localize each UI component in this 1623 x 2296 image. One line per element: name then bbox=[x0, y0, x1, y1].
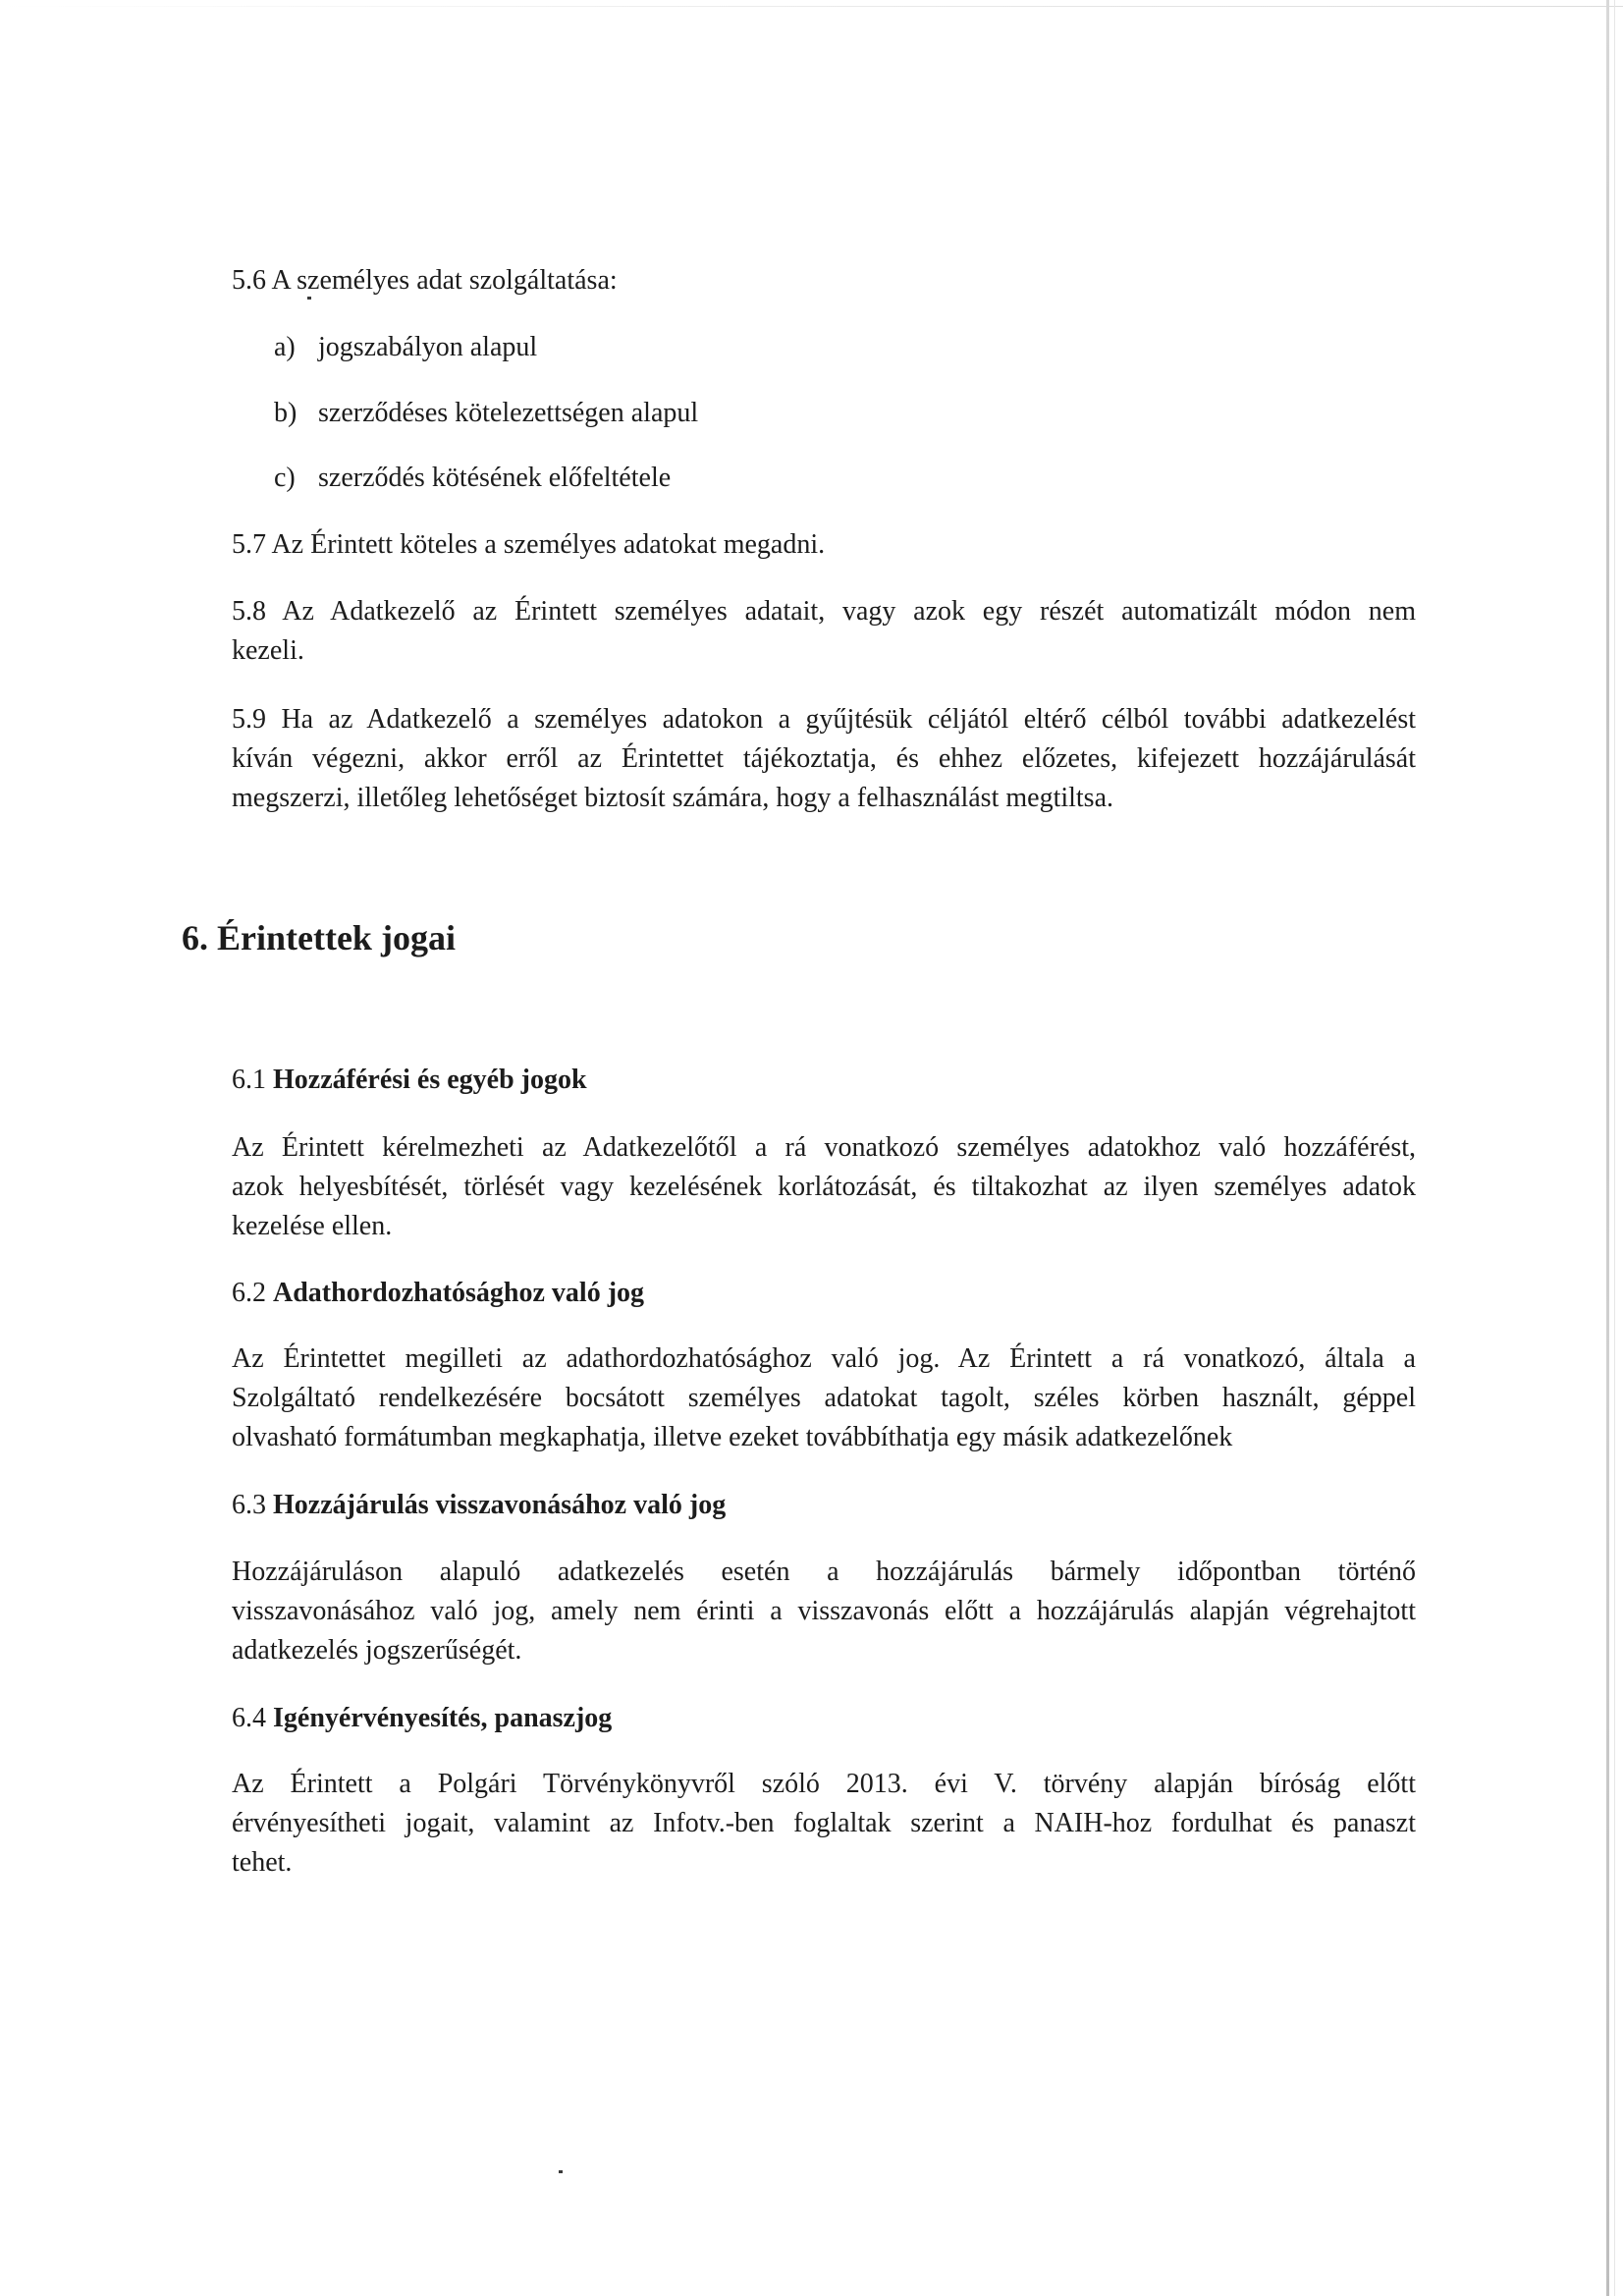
subsection-6-2-line: Szolgáltató rendelkezésére bocsátott személyes adatokat tagolt, széles körben használt, géppel bbox=[232, 1383, 1416, 1413]
list-item bbox=[274, 394, 698, 433]
scan-speck bbox=[307, 297, 311, 300]
list-item bbox=[274, 328, 537, 367]
subsection-6-1-heading bbox=[232, 1061, 587, 1100]
scan-speck bbox=[559, 2170, 563, 2173]
section-5-9-line: 5.9 Ha az Adatkezelő a személyes adatokon a gyűjtésük céljától eltérő célból további adatkezelést bbox=[232, 704, 1416, 735]
subsection-6-4-heading bbox=[232, 1699, 612, 1738]
subsection-6-3-line: visszavonásához való jog, amely nem érinti a visszavonás előtt a hozzájárulás alapján végrehajtott bbox=[232, 1596, 1416, 1626]
list-marker: c) bbox=[274, 463, 296, 493]
section-5-7: 5.7 Az Érintett köteles a személyes adatokat megadni. bbox=[232, 529, 826, 560]
subsection-6-2-heading bbox=[232, 1274, 644, 1313]
list-item bbox=[274, 459, 671, 498]
subsection-title: Hozzájárulás visszavonásához való jog bbox=[273, 1490, 727, 1520]
subsection-number: 6.1 bbox=[232, 1065, 266, 1095]
scan-edge-top bbox=[0, 6, 1623, 7]
scan-edge-right-inner bbox=[1614, 0, 1615, 2296]
list-item-text: jogszabályon alapul bbox=[318, 332, 538, 362]
list-marker: b) bbox=[274, 398, 298, 428]
subsection-6-4-line: Az Érintett a Polgári Törvénykönyvről szóló 2013. évi V. törvény alapján bíróság előtt bbox=[232, 1769, 1416, 1799]
subsection-6-4-line: tehet. bbox=[232, 1847, 293, 1878]
list-item-text: szerződés kötésének előfeltétele bbox=[318, 463, 672, 493]
section-5-9-line: kíván végezni, akkor erről az Érintettet tájékoztatja, és ehhez előzetes, kifejezett hozzájárulását bbox=[232, 743, 1416, 774]
section-6-heading: 6. Érintettek jogai bbox=[182, 918, 456, 957]
section-5-6-title: 5.6 A személyes adat szolgáltatása: bbox=[232, 265, 618, 296]
subsection-number: 6.3 bbox=[232, 1490, 266, 1520]
subsection-6-2-line: Az Érintettet megilleti az adathordozhatósághoz való jog. Az Érintett a rá vonatkozó, általa a bbox=[232, 1343, 1416, 1374]
section-5-9-line: megszerzi, illetőleg lehetőséget biztosít számára, hogy a felhasználást megtiltsa. bbox=[232, 783, 1114, 813]
list-item-text: szerződéses kötelezettségen alapul bbox=[318, 398, 699, 428]
subsection-6-3-line: adatkezelés jogszerűségét. bbox=[232, 1635, 522, 1666]
scan-edge-right bbox=[1606, 0, 1609, 2296]
subsection-title: Igényérvényesítés, panaszjog bbox=[273, 1703, 613, 1733]
subsection-title: Adathordozhatósághoz való jog bbox=[273, 1278, 645, 1308]
subsection-6-1-line: kezelése ellen. bbox=[232, 1211, 393, 1241]
subsection-6-3-line: Hozzájáruláson alapuló adatkezelés esetén a hozzájárulás bármely időpontban történő bbox=[232, 1557, 1416, 1587]
section-5-8-line: 5.8 Az Adatkezelő az Érintett személyes adatait, vagy azok egy részét automatizált módon nem bbox=[232, 596, 1416, 627]
subsection-6-1-line: azok helyesbítését, törlését vagy kezelésének korlátozását, és tiltakozhat az ilyen személyes adatok bbox=[232, 1172, 1416, 1202]
subsection-6-2-line: olvasható formátumban megkaphatja, illetve ezeket továbbíthatja egy másik adatkezelőnek bbox=[232, 1422, 1233, 1452]
subsection-title: Hozzáférési és egyéb jogok bbox=[273, 1065, 587, 1095]
subsection-6-3-heading bbox=[232, 1486, 726, 1525]
subsection-6-1-line: Az Érintett kérelmezheti az Adatkezelőtől a rá vonatkozó személyes adatokhoz való hozzáférést, bbox=[232, 1132, 1416, 1163]
subsection-number: 6.4 bbox=[232, 1703, 266, 1733]
subsection-6-4-line: érvényesítheti jogait, valamint az Infotv.-ben foglaltak szerint a NAIH-hoz fordulhat és panaszt bbox=[232, 1808, 1416, 1838]
subsection-number: 6.2 bbox=[232, 1278, 266, 1308]
list-marker: a) bbox=[274, 332, 296, 362]
section-5-8-line: kezeli. bbox=[232, 635, 304, 666]
